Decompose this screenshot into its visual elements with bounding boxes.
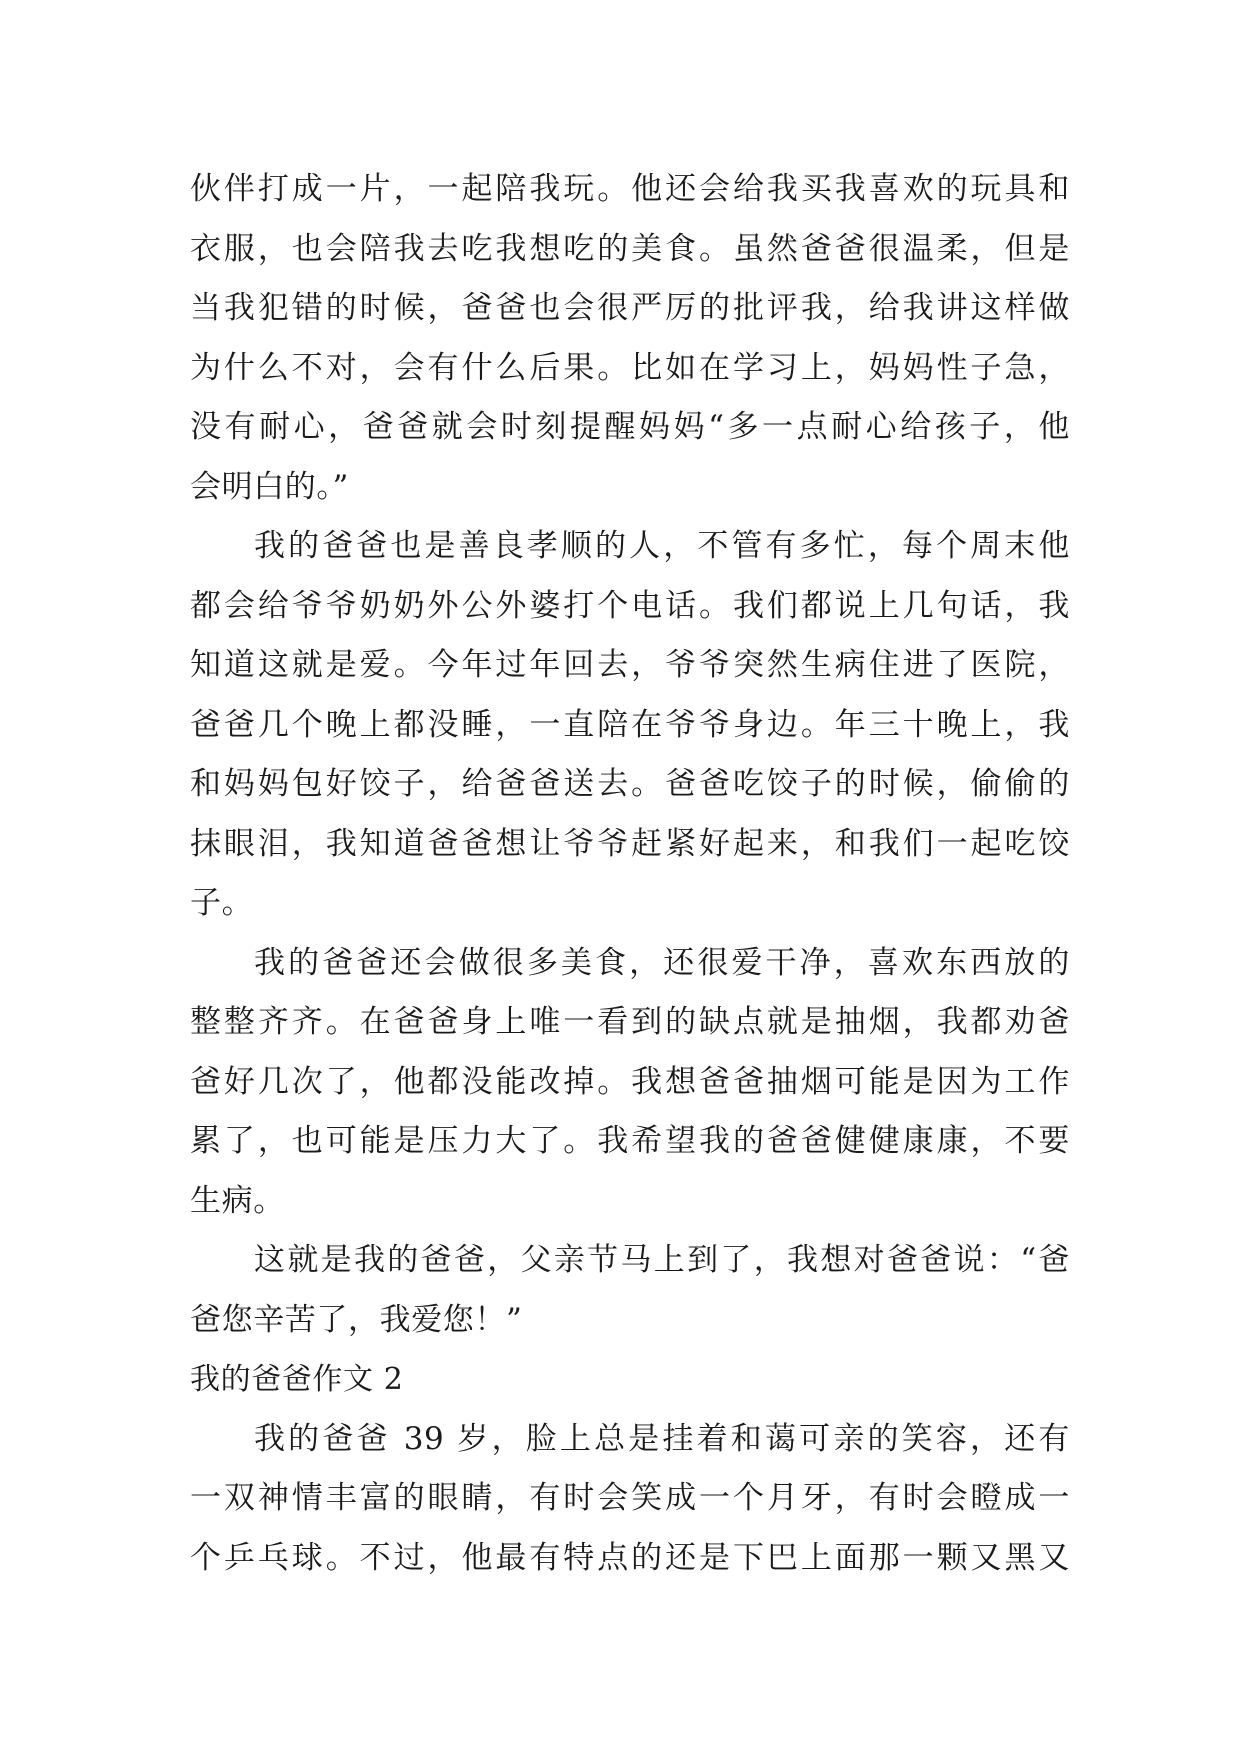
text-line: 都会给爷爷奶奶外公外婆打个电话。我们都说上几句话，我 — [190, 587, 1070, 624]
document-page — [190, 160, 1070, 1588]
text-line: 当我犯错的时候，爸爸也会很严厉的批评我，给我讲这样做 — [190, 290, 1070, 326]
text-line: 个乒乓球。不过，他最有特点的还是下巴上面那一颗又黑又 — [190, 1539, 1070, 1576]
text-line: 整整齐齐。在爸爸身上唯一看到的缺点就是抽烟，我都劝爸 — [190, 1004, 1070, 1040]
text-line: 知道这就是爱。今年过年回去，爷爷突然生病住进了医院， — [190, 647, 1070, 683]
text-line: 抹眼泪，我知道爸爸想让爷爷赶紧好起来，和我们一起吃饺 — [190, 825, 1070, 862]
paragraph-first-line: 这就是我的爸爸，父亲节马上到了，我想对爸爸说：“爸 — [254, 1242, 1070, 1278]
text-line: 没有耐心，爸爸就会时刻提醒妈妈“多一点耐心给孩子，他 — [190, 409, 1070, 445]
text-line: 为什么不对，会有什么后果。比如在学习上，妈妈性子急， — [190, 349, 1070, 386]
text-line: 衣服，也会陪我去吃我想吃的美食。虽然爸爸很温柔，但是 — [190, 230, 1070, 267]
text-line: 累了，也可能是压力大了。我希望我的爸爸健健康康，不要 — [190, 1123, 1070, 1159]
text-line: 生病。 — [190, 1182, 285, 1219]
paragraph-first-line: 我的爸爸 39 岁，脸上总是挂着和蔼可亲的笑容，还有 — [254, 1420, 1070, 1457]
section-heading: 我的爸爸作文 2 — [190, 1362, 404, 1397]
text-line: 会明白的。” — [190, 468, 349, 505]
text-line: 爸好几次了，他都没能改掉。我想爸爸抽烟可能是因为工作 — [190, 1063, 1070, 1100]
text-line: 爸爸几个晚上都没睡，一直陪在爷爷身边。年三十晚上，我 — [190, 706, 1070, 743]
text-line: 子。 — [190, 885, 254, 921]
text-line: 爸您辛苦了，我爱您！” — [190, 1301, 523, 1338]
paragraph-first-line: 我的爸爸也是善良孝顺的人，不管有多忙，每个周末他 — [254, 528, 1070, 564]
text-line: 伙伴打成一片，一起陪我玩。他还会给我买我喜欢的玩具和 — [190, 171, 1070, 207]
text-line: 一双神情丰富的眼睛，有时会笑成一个月牙，有时会瞪成一 — [190, 1480, 1070, 1516]
text-line: 和妈妈包好饺子，给爸爸送去。爸爸吃饺子的时候，偷偷的 — [190, 766, 1070, 802]
paragraph-first-line: 我的爸爸还会做很多美食，还很爱干净，喜欢东西放的 — [254, 944, 1070, 981]
